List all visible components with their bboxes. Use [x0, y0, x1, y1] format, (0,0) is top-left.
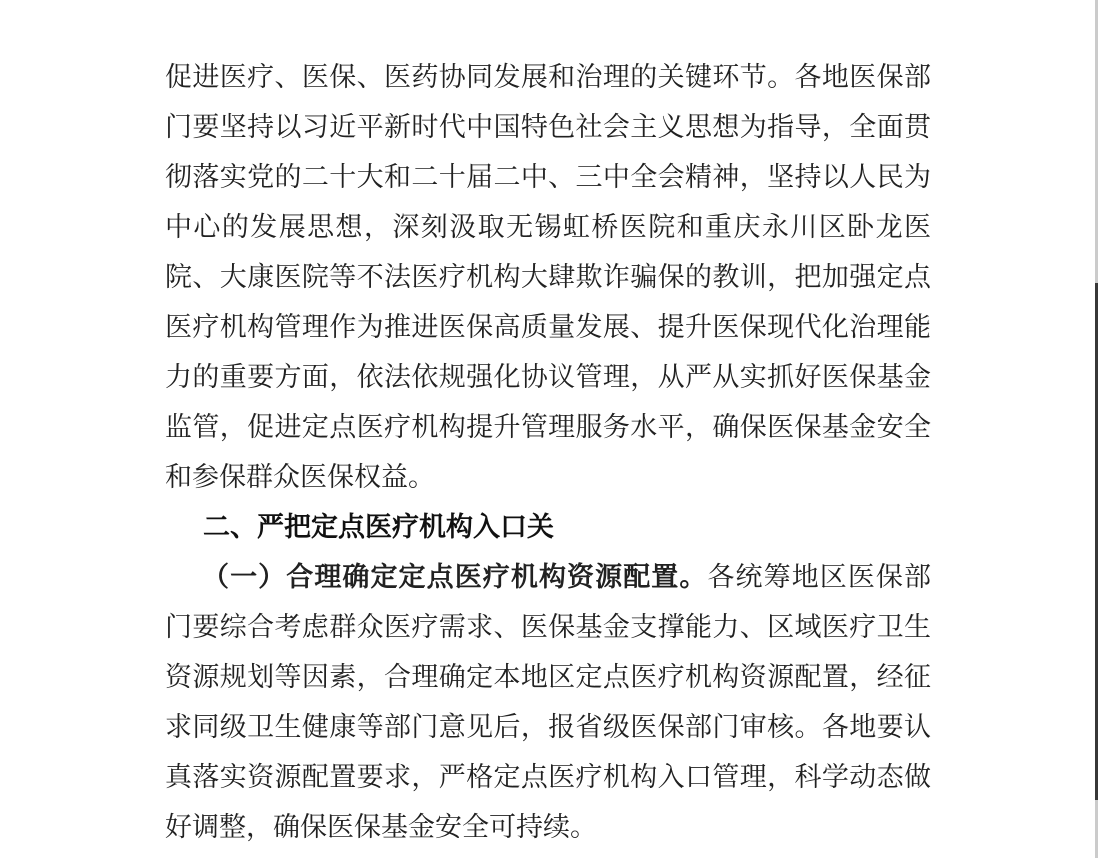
text-line: 求同级卫生健康等部门意见后，报省级医保部门审核。各地要认 [165, 712, 931, 742]
text-line: 好调整，确保医保基金安全可持续。 [165, 812, 597, 842]
text-line: 真落实资源配置要求，严格定点医疗机构入口管理，科学动态做 [165, 762, 931, 792]
text-line: 院、大康医院等不法医疗机构大肆欺诈骗保的教训，把加强定点 [165, 262, 931, 292]
text-run: 各统筹地区医保部 [707, 562, 931, 592]
text-line: 监管，促进定点医疗机构提升管理服务水平，确保医保基金安全 [165, 412, 931, 442]
text-line [165, 552, 931, 602]
text-line: 资源规划等因素，合理确定本地区定点医疗机构资源配置，经征 [165, 662, 931, 692]
text-line: 和参保群众医保权益。 [165, 462, 435, 492]
section-heading: 二、严把定点医疗机构入口关 [203, 512, 554, 542]
document-body [165, 52, 931, 852]
text-line: 中心的发展思想，深刻汲取无锡虹桥医院和重庆永川区卧龙医 [165, 212, 931, 242]
text-line: 门要坚持以习近平新时代中国特色社会主义思想为指导，全面贯 [165, 112, 931, 142]
text-line: 促进医疗、医保、医药协同发展和治理的关键环节。各地医保部 [165, 62, 931, 92]
subsection-lead: （一）合理确定定点医疗机构资源配置。 [202, 562, 708, 592]
text-line: 彻落实党的二十大和二十届二中、三中全会精神，坚持以人民为 [165, 162, 931, 192]
text-line: 力的重要方面，依法依规强化协议管理，从严从实抓好医保基金 [165, 362, 931, 392]
text-line: 医疗机构管理作为推进医保高质量发展、提升医保现代化治理能 [165, 312, 931, 342]
text-line: 门要综合考虑群众医疗需求、医保基金支撑能力、区域医疗卫生 [165, 612, 931, 642]
